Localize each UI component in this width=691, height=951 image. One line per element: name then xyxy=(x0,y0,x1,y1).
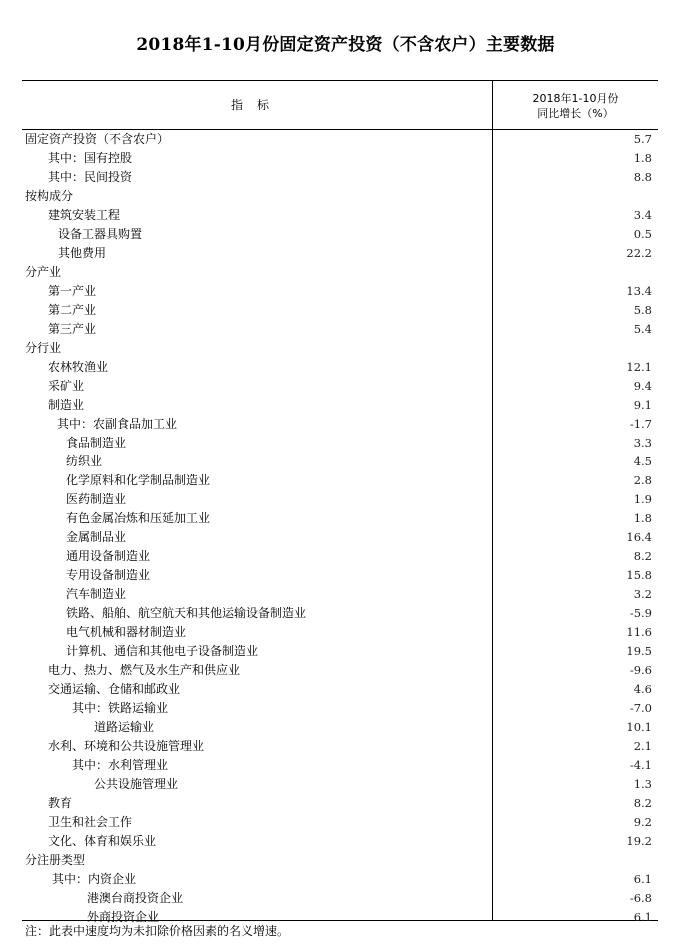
table-row xyxy=(22,490,658,509)
row-label: 外商投资企业 xyxy=(87,909,160,924)
table-row xyxy=(22,889,658,908)
table-row xyxy=(22,130,658,149)
row-label: 分行业 xyxy=(25,340,62,355)
row-label: 电力、热力、燃气及水生产和供应业 xyxy=(48,663,241,678)
table-row xyxy=(22,623,658,642)
row-value: 1.9 xyxy=(633,492,652,507)
row-value: 5.4 xyxy=(633,321,652,336)
header-growth-line2: 同比增长（%） xyxy=(537,107,614,120)
row-label: 交通运输、仓储和邮政业 xyxy=(48,682,181,697)
row-label: 固定资产投资（不含农户） xyxy=(25,132,170,146)
row-label: 建筑安装工程 xyxy=(48,207,121,222)
table-row xyxy=(22,377,658,396)
row-label: 化学原料和化学制品制造业 xyxy=(66,473,211,488)
row-value: 8.2 xyxy=(633,795,652,810)
row-label: 水利、环境和公共设施管理业 xyxy=(48,739,205,753)
row-value: 5.8 xyxy=(633,302,652,317)
row-value: 9.2 xyxy=(633,814,652,829)
table-row xyxy=(22,206,658,225)
row-label: 纺织业 xyxy=(66,454,103,469)
row-value: 3.4 xyxy=(633,207,652,222)
row-value: 1.8 xyxy=(633,150,652,165)
table-row xyxy=(22,737,658,756)
row-value: 4.5 xyxy=(633,454,652,469)
row-value: 9.4 xyxy=(633,378,652,393)
row-value: 19.5 xyxy=(626,644,652,659)
row-label: 专用设备制造业 xyxy=(66,568,151,583)
row-value: 6.1 xyxy=(633,909,652,924)
table-row xyxy=(22,832,658,851)
row-label: 设备工器具购置 xyxy=(58,226,143,241)
row-value: -9.6 xyxy=(629,663,652,678)
row-label: 食品制造业 xyxy=(66,435,127,450)
row-value: 0.5 xyxy=(633,226,652,241)
row-label: 第一产业 xyxy=(48,283,97,298)
table-row xyxy=(22,339,658,358)
row-value: -7.0 xyxy=(629,701,652,716)
row-label: 医药制造业 xyxy=(66,492,127,507)
table-row xyxy=(22,604,658,623)
row-label: 汽车制造业 xyxy=(66,587,127,602)
table-row xyxy=(22,452,658,471)
row-label: 分产业 xyxy=(25,264,62,279)
table-row xyxy=(22,585,658,604)
row-value: 3.3 xyxy=(633,435,652,450)
row-value: -6.8 xyxy=(629,890,652,905)
table-row xyxy=(22,851,658,870)
row-label: 公共设施管理业 xyxy=(94,776,179,791)
table-row xyxy=(22,566,658,585)
table-row xyxy=(22,718,658,737)
row-label: 按构成分 xyxy=(25,188,74,203)
row-label: 其中：农副食品加工业 xyxy=(57,416,178,431)
table-row xyxy=(22,794,658,813)
row-label: 其中：国有控股 xyxy=(48,150,133,165)
table-row xyxy=(22,301,658,320)
row-value: 16.4 xyxy=(626,530,652,545)
header-indicator: 指标 xyxy=(230,98,283,112)
row-value: 2.8 xyxy=(633,473,652,488)
row-value: 5.7 xyxy=(633,132,652,146)
row-value: 12.1 xyxy=(626,359,652,374)
row-value: -5.9 xyxy=(629,606,652,621)
row-value: 2.1 xyxy=(633,739,652,753)
table-row xyxy=(22,263,658,282)
row-value: 4.6 xyxy=(633,682,652,697)
row-label: 通用设备制造业 xyxy=(66,549,151,564)
row-label: 制造业 xyxy=(48,397,85,412)
row-label: 其中：民间投资 xyxy=(48,169,133,184)
table-row xyxy=(22,699,658,718)
table-row xyxy=(22,680,658,699)
table-row xyxy=(22,528,658,547)
table-row xyxy=(22,149,658,168)
table-row xyxy=(22,661,658,680)
row-value: 3.2 xyxy=(633,587,652,602)
table-row xyxy=(22,282,658,301)
row-label: 卫生和社会工作 xyxy=(48,814,133,829)
data-table xyxy=(22,80,658,924)
row-label: 第二产业 xyxy=(48,302,97,317)
table-row xyxy=(22,244,658,263)
row-value: 19.2 xyxy=(626,833,652,848)
row-value: 6.1 xyxy=(633,871,652,886)
table-row xyxy=(22,415,658,434)
row-value: 13.4 xyxy=(626,283,652,298)
row-label: 计算机、通信和其他电子设备制造业 xyxy=(66,644,259,659)
table-row xyxy=(22,509,658,528)
row-label: 其他费用 xyxy=(58,245,107,260)
table-row xyxy=(22,471,658,490)
table-row xyxy=(22,870,658,889)
table-row xyxy=(22,756,658,775)
row-value: -1.7 xyxy=(629,416,652,431)
footnote: 注：此表中速度均为未扣除价格因素的名义增速。 xyxy=(25,924,290,938)
table-body xyxy=(22,130,658,927)
row-label: 分注册类型 xyxy=(25,852,86,867)
table-header xyxy=(22,81,658,130)
row-label: 电气机械和器材制造业 xyxy=(66,625,187,640)
row-label: 采矿业 xyxy=(48,378,85,393)
table-row xyxy=(22,547,658,566)
row-value: 1.3 xyxy=(633,776,652,791)
row-label: 其中：水利管理业 xyxy=(72,757,169,772)
row-label: 铁路、船舶、航空航天和其他运输设备制造业 xyxy=(66,606,307,621)
row-label: 金属制品业 xyxy=(66,530,127,545)
row-value: 1.8 xyxy=(633,511,652,526)
table-row xyxy=(22,434,658,453)
row-value: -4.1 xyxy=(629,757,652,772)
row-label: 其中：内资企业 xyxy=(52,871,137,886)
row-value: 8.2 xyxy=(633,549,652,564)
row-label: 其中：铁路运输业 xyxy=(72,701,169,716)
row-value: 22.2 xyxy=(626,245,652,260)
table-row xyxy=(22,813,658,832)
table-row xyxy=(22,168,658,187)
row-value: 10.1 xyxy=(626,720,652,735)
row-label: 有色金属冶炼和压延加工业 xyxy=(66,511,211,526)
row-value: 9.1 xyxy=(633,397,652,412)
table-row xyxy=(22,396,658,415)
table-row xyxy=(22,187,658,206)
row-value: 8.8 xyxy=(633,169,652,184)
table-row xyxy=(22,775,658,794)
row-value: 15.8 xyxy=(626,568,652,583)
header-growth-column xyxy=(493,91,658,121)
row-label: 第三产业 xyxy=(48,321,97,336)
row-label: 港澳台商投资企业 xyxy=(87,890,184,905)
table-row xyxy=(22,358,658,377)
row-label: 道路运输业 xyxy=(94,720,155,735)
row-value: 11.6 xyxy=(626,625,652,640)
row-label: 教育 xyxy=(48,795,73,810)
table-row xyxy=(22,225,658,244)
row-label: 农林牧渔业 xyxy=(48,359,109,374)
table-row xyxy=(22,642,658,661)
header-growth-line1: 2018年1-10月份 xyxy=(532,92,619,105)
row-label: 文化、体育和娱乐业 xyxy=(48,833,157,848)
page-title: 2018年1-10月份固定资产投资（不含农户）主要数据 xyxy=(136,35,555,55)
table-row xyxy=(22,320,658,339)
